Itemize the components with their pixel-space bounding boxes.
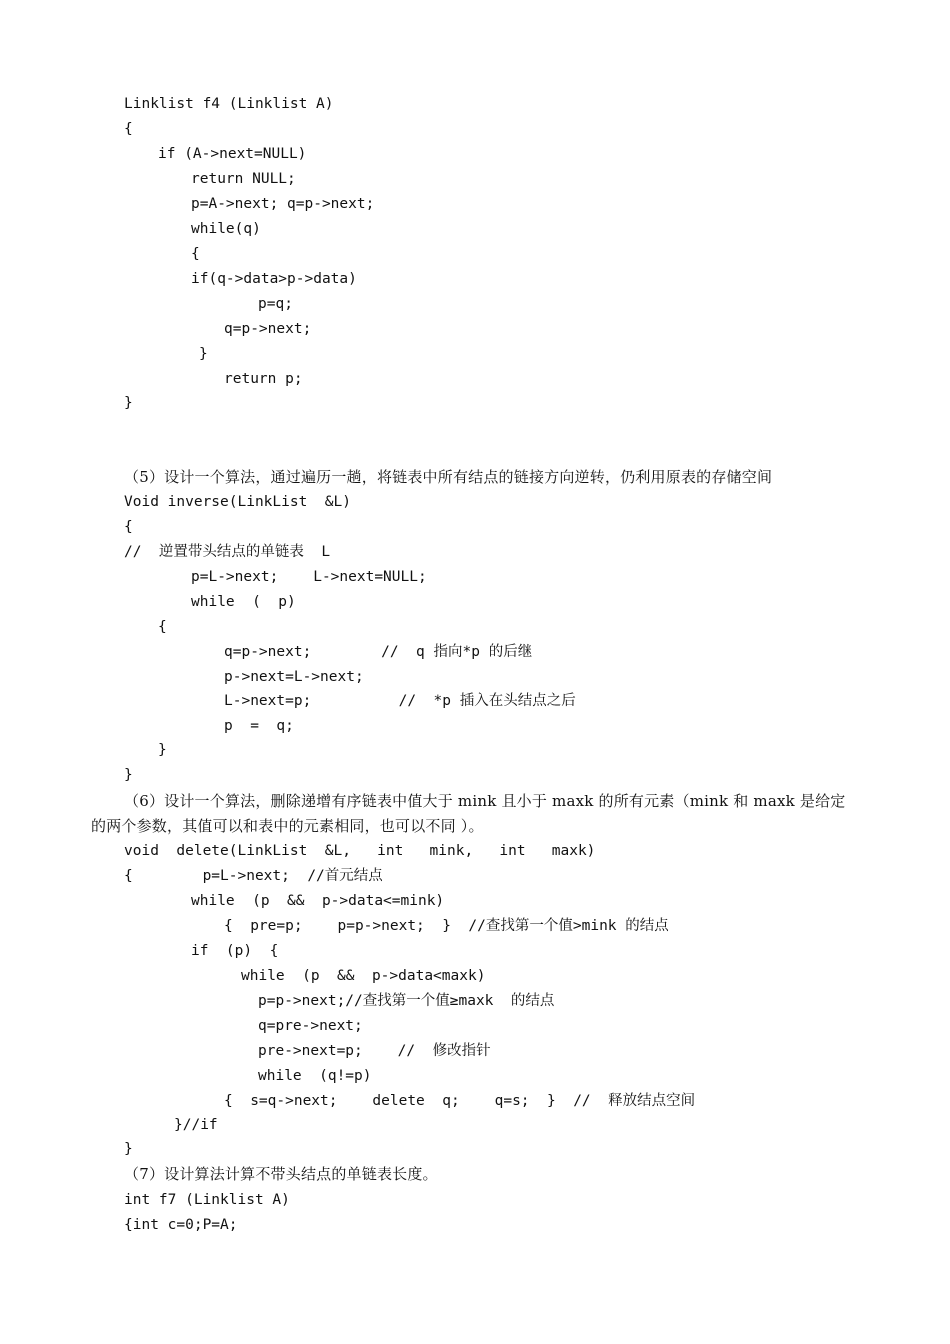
code-line: if (p) {	[191, 943, 279, 959]
code-line: p=A->next; q=p->next;	[191, 196, 375, 212]
code-line: while (p && p->data<=mink)	[191, 893, 445, 909]
code-line: { s=q->next; delete q; q=s; } // 释放结点空间	[224, 1093, 696, 1109]
code-line: if (A->next=NULL)	[158, 146, 307, 162]
code-line: Void inverse(LinkList &L)	[124, 494, 351, 510]
code-line: p=L->next; L->next=NULL;	[191, 569, 427, 585]
code-line: int f7 (Linklist A)	[124, 1192, 290, 1208]
code-line: { pre=p; p=p->next; } //查找第一个值>mink 的结点	[224, 918, 669, 934]
code-line: if(q->data>p->data)	[191, 271, 357, 287]
code-line: q=pre->next;	[258, 1018, 363, 1034]
code-line: p = q;	[224, 718, 294, 734]
code-line: void delete(LinkList &L, int mink, int maxk)	[124, 843, 596, 859]
question-7-heading: （7）设计算法计算不带头结点的单链表长度。	[124, 1165, 438, 1183]
code-line: p->next=L->next;	[224, 669, 364, 685]
code-line: // 逆置带头结点的单链表 L	[124, 544, 331, 560]
code-line: Linklist f4 (Linklist A)	[124, 96, 334, 112]
code-line: {	[124, 519, 133, 535]
code-line: { p=L->next; //首元结点	[124, 868, 383, 884]
code-line: L->next=p; // *p 插入在头结点之后	[224, 693, 576, 709]
code-line: while (q!=p)	[258, 1068, 372, 1084]
code-line: q=p->next; // q 指向*p 的后继	[224, 644, 533, 660]
code-line: while(q)	[191, 221, 261, 237]
question-5-heading: （5）设计一个算法，通过遍历一趟，将链表中所有结点的链接方向逆转，仍利用原表的存储空间	[124, 468, 773, 486]
question-6-heading-cont: 的两个参数，其值可以和表中的元素相同，也可以不同 ）。	[91, 817, 484, 835]
code-line: return NULL;	[191, 171, 296, 187]
code-line: p=q;	[258, 296, 293, 312]
code-line: {	[158, 619, 167, 635]
code-line: q=p->next;	[224, 321, 312, 337]
question-6-heading: （6）设计一个算法，删除递增有序链表中值大于 mink 且小于 maxk 的所有元素（mink 和 maxk 是给定	[124, 792, 846, 810]
code-line: }	[124, 1141, 133, 1157]
code-line: }	[124, 767, 133, 783]
code-line: pre->next=p; // 修改指针	[258, 1043, 491, 1059]
code-line: {	[191, 246, 200, 262]
code-line: }	[124, 395, 133, 411]
code-line: while ( p)	[191, 594, 296, 610]
code-line: p=p->next;//查找第一个值≥maxk 的结点	[258, 993, 555, 1009]
code-line: {int c=0;P=A;	[124, 1217, 238, 1233]
code-line: }//if	[174, 1117, 218, 1133]
code-line: while (p && p->data<maxk)	[241, 968, 486, 984]
code-line: return p;	[224, 371, 303, 387]
code-line: }	[199, 346, 208, 362]
code-line: {	[124, 121, 133, 137]
code-line: }	[158, 742, 167, 758]
